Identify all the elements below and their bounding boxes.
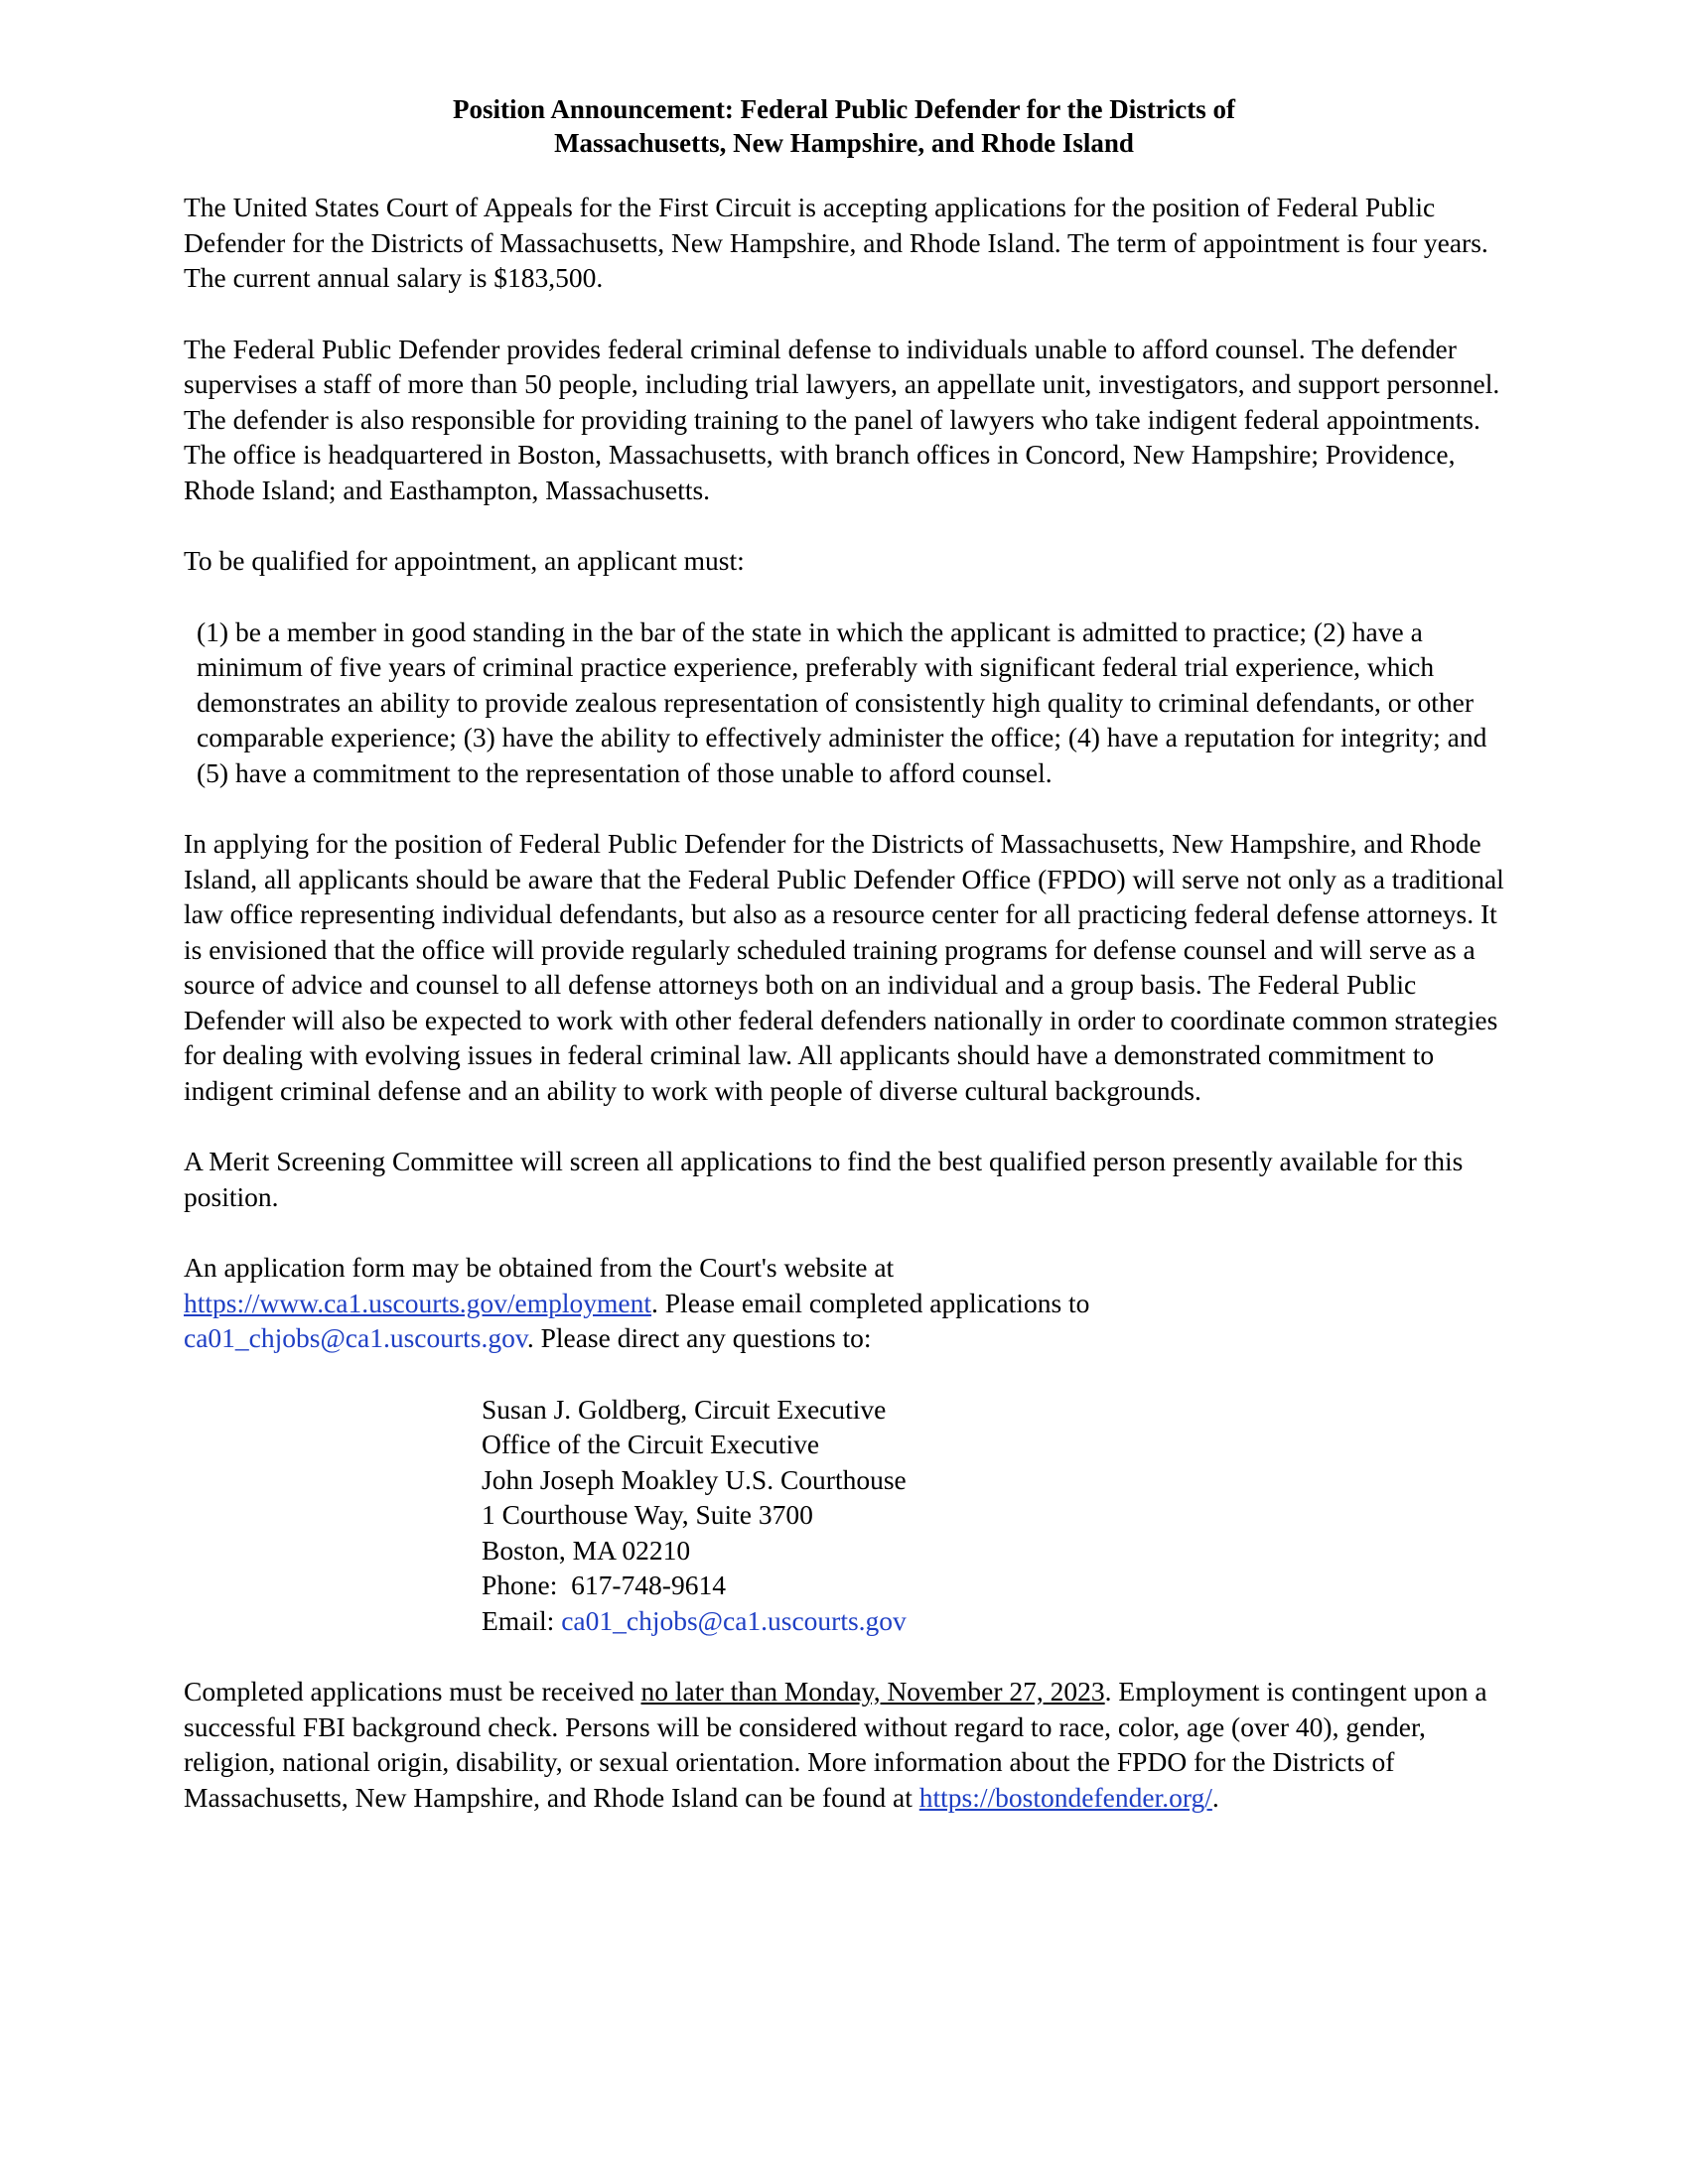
document-title <box>184 92 1504 160</box>
contact-email-label: Email: <box>482 1604 562 1636</box>
application-text-2: . Please email completed applications to <box>651 1287 1090 1318</box>
screening-paragraph: A Merit Screening Committee will screen all applications to find the best qualified person presently available for this position. <box>184 1146 1464 1212</box>
closing-text: Completed applications must be received <box>184 1676 641 1706</box>
applying-paragraph: In applying for the position of Federal Public Defender for the Districts of Massachusetts, New Hampshire, and Rhode Island, all applicants should be aware that the Federal Public Defender Office (FPDO) will serve not only as a traditional law office representing individual defendants, but also as a resource center for all practicing federal defense attorneys. It is envisioned that the office will provide regularly scheduled training programs for defense counsel and will serve as a source of advice and counsel to all defense attorneys both on an individual and a group basis. The Federal Public Defender will also be expected to work with other federal defenders nationally in order to coordinate common strategies for dealing with evolving issues in federal criminal law. All applicants should have a demonstrated commitment to indigent criminal defense and an ability to work with people of diverse cultural backgrounds. <box>184 828 1504 1106</box>
contact-email-line <box>482 1603 1504 1639</box>
title-line-2: Massachusetts, New Hampshire, and Rhode Island <box>554 128 1134 158</box>
bostondefender-link[interactable]: https://bostondefender.org/ <box>918 1781 1212 1813</box>
document-page <box>184 92 1504 1850</box>
closing-paragraph <box>184 1674 1504 1815</box>
contact-office: Office of the Circuit Executive <box>482 1429 820 1459</box>
contact-block <box>482 1392 1504 1639</box>
employment-link[interactable]: https://www.ca1.uscourts.gov/employment <box>184 1287 652 1318</box>
qualifications-list: (1) be a member in good standing in the bar of the state in which the applicant is admitted to practice; (2) have a minimum of five years of criminal practice experience, preferably with significant federal trial experience, which demonstrates an ability to provide zealous representation of consistently high quality to criminal defendants, or other comparable experience; (3) have the ability to effectively administer the office; (4) have a reputation for integrity; and (5) have a commitment to the representation of those unable to afford counsel. <box>197 615 1487 788</box>
contact-building: John Joseph Moakley U.S. Courthouse <box>482 1463 907 1495</box>
application-text: An application form may be obtained from the Court's website at <box>184 1252 895 1283</box>
duties-paragraph: The Federal Public Defender provides federal criminal defense to individuals unable to afford counsel. The defender supervises a staff of more than 50 people, including trial lawyers, an appellate unit, investigators, and support personnel. The defender is also responsible for providing training to the panel of lawyers who take indigent federal appointments. The office is headquartered in Boston, Massachusetts, with branch offices in Concord, New Hampshire; Providence, Rhode Island; and Easthampton, Massachusetts. <box>184 333 1500 505</box>
contact-street: 1 Courthouse Way, Suite 3700 <box>482 1499 813 1530</box>
title-line-1: Position Announcement: Federal Public Defender for the Districts of <box>453 94 1235 124</box>
contact-name: Susan J. Goldberg, Circuit Executive <box>482 1393 887 1425</box>
application-email-link[interactable]: ca01_chjobs@ca1.uscourts.gov <box>184 1322 527 1353</box>
application-paragraph <box>184 1250 1504 1356</box>
contact-email-link[interactable]: ca01_chjobs@ca1.uscourts.gov <box>561 1604 907 1636</box>
contact-phone: Phone: 617-748-9614 <box>482 1570 726 1600</box>
qualification-intro: To be qualified for appointment, an applicant must: <box>184 545 745 576</box>
closing-period: . <box>1211 1781 1219 1813</box>
deadline-text: no later than Monday, November 27, 2023 <box>640 1676 1105 1706</box>
contact-city: Boston, MA 02210 <box>482 1534 691 1566</box>
application-text-3: . Please direct any questions to: <box>526 1322 872 1353</box>
intro-paragraph: The United States Court of Appeals for the First Circuit is accepting applications for the position of Federal Public Defender for the Districts of Massachusetts, New Hampshire, and Rhode Island. The term of appointment is four years. The current annual salary is $183,500. <box>184 192 1488 293</box>
closing-text-2: . Employment is contingent upon a successful FBI background check. Persons will be considered without regard to race, color, age (over 40), gender, religion, national origin, disability, or sexual orientation. More information about the FPDO for the Districts of Massachusetts, New Hampshire, and Rhode Island can be found at <box>184 1676 1487 1813</box>
